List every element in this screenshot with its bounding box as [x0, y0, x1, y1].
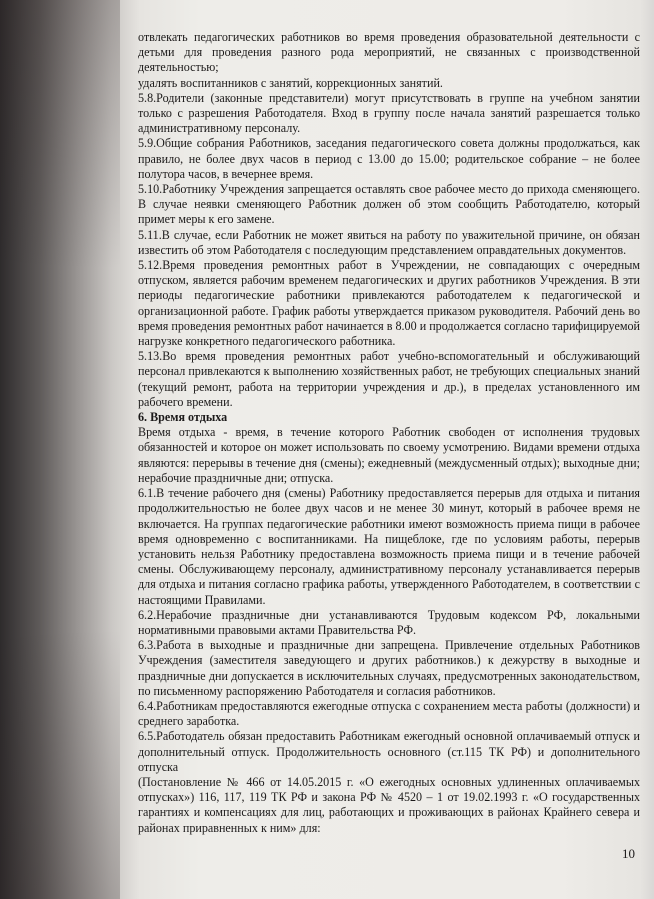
paragraph-5-10: 5.10.Работнику Учреждения запрещается оставлять свое рабочее место до прихода сменяющего. В случае неявки сменяющего Работник должен об этом сообщить Работодателю, который примет меры к его замене. — [138, 182, 640, 227]
paragraph-item: удалять воспитанников с занятий, коррекционных занятий. — [138, 75, 443, 90]
paragraph-6-5-continued: (Постановление № 466 от 14.05.2015 г. «О ежегодных основных удлиненных оплачиваемых отпусках») 116, 117, 119 ТК РФ и закона РФ № 4520 – 1 от 19.02.1993 г. «О государственных гарантиях и компенсациях для лиц, работающих и проживающих в районах Крайнего севера и районах приравненных к ним» для: — [138, 774, 640, 835]
paragraph-6-5: 6.5.Работодатель обязан предоставить Работникам ежегодный основной оплачиваемый отпуск и дополнительный отпуск. Продолжительность основного (ст.115 ТК РФ) и дополнительного отпуска — [138, 729, 640, 774]
paragraph-item: отвлекать педагогических работников во время проведения образовательной деятельности с детьми для проведения разного рода мероприятий, не связанных с производственной деятельностью; — [138, 30, 640, 75]
paragraph-6-2: 6.2.Нерабочие праздничные дни устанавливаются Трудовым кодексом РФ, локальными нормативными правовыми актами Правительства РФ. — [138, 607, 640, 637]
paragraph-rest-time-definition: Время отдыха - время, в течение которого Работник свободен от исполнения трудовых обязанностей и которое он может использовать по своему усмотрению. Видами времени отдыха являются: перерывы в течение дня (смены); ежедневный (междусменный отдых); выходные дни; нерабочие праздничные дни; отпуска. — [138, 425, 640, 485]
paragraph-5-13: 5.13.Во время проведения ремонтных работ учебно-вспомогательный и обслуживающий персонал привлекаются к выполнению хозяйственных работ, не требующих специальных знаний (текущий ремонт, работа на территории учреждения и др.), в пределах установленного им рабочего времени. — [138, 349, 640, 409]
section-heading-rest-time: 6. Время отдыха — [138, 410, 228, 425]
paragraph-5-11: 5.11.В случае, если Работник не может явиться на работу по уважительной причине, он обязан известить об этом Работодателя с последующим представлением оправдательных документов. — [138, 227, 640, 257]
paragraph-5-9: 5.9.Общие собрания Работников, заседания педагогического совета должны продолжаться, как правило, не более двух часов в период с 13.00 до 15.00; родительское собрание – не более полутора часов, в вечернее время. — [138, 136, 640, 181]
paragraph-6-4: 6.4.Работникам предоставляются ежегодные отпуска с сохранением места работы (должности) и среднего заработка. — [138, 698, 640, 729]
paragraph-6-3: 6.3.Работа в выходные и праздничные дни запрещена. Привлечение отдельных Работников Учреждения (заместителя заведующего и других работников.) к дежурству в выходные и праздничные дни допускается в исключительных случаях, предусмотренных законодательством, по письменному распоряжению Работодателя и согласия работников. — [138, 638, 640, 698]
paragraph-5-8: 5.8.Родители (законные представители) могут присутствовать в группе на учебном занятии только с разрешения Работодателя. Вход в группу после начала занятий разрешается только административному персоналу. — [138, 90, 640, 136]
paragraph-5-12: 5.12.Время проведения ремонтных работ в Учреждении, не совпадающих с очередным отпуском, является рабочим временем педагогических и других работников Учреждения. В эти периоды педагогические работники привлекаются работодателем к педагогической и организационной работе. График работы утверждается приказом руководителя. Рабочий день во время проведения ремонтных работ начинается в 8.00 и продолжается согласно тарифицируемой нагрузке конкретного педагогического работника. — [138, 258, 640, 349]
paragraph-6-1: 6.1.В течение рабочего дня (смены) Работнику предоставляется перерыв для отдыха и питания продолжительностью не более двух часов и не менее 30 минут, который в рабочее время не включается. На группах педагогические работники имеют возможность приема пищи в рабочее время одновременно с воспитанниками. На пищеблоке, где по условиям работы, перерыв установить нельзя Работнику предоставлена возможность приема пищи и в течение рабочей смены. Обслуживающему персоналу, административному персоналу устанавливается перерыв для отдыха и питания согласно графика работы, утвержденного Работодателем, в соответствии с настоящими Правилами. — [138, 486, 640, 607]
page-number: 10 — [622, 846, 635, 861]
document-body — [138, 30, 640, 836]
